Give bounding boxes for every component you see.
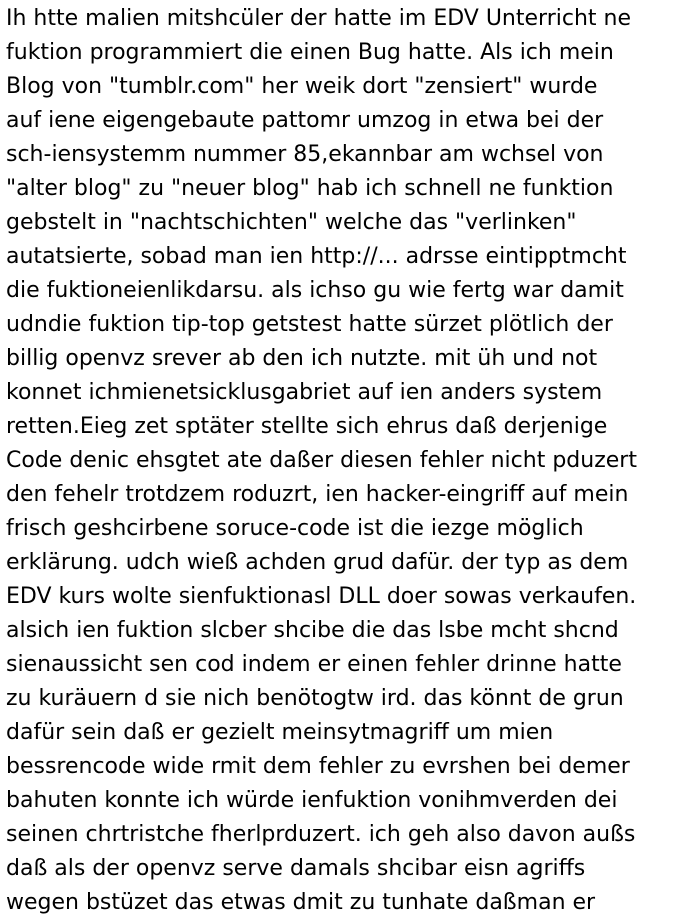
text-line: bahuten konnte ich würde ienfuktion vonihmverden dei (6, 788, 618, 813)
text-line: gebstelt in "nachtschichten" welche das "verlinken" (6, 210, 577, 235)
text-line: sch-iensystemm nummer 85,ekannbar am wchsel von (6, 142, 604, 167)
text-line: seinen chrtristche fherlprduzert. ich geh also davon außs (6, 822, 636, 847)
text-line: den fehelr trotdzem roduzrt, ien hacker-eingriff auf mein (6, 482, 629, 507)
text-line: udndie fuktion tip-top getstest hatte sürzet plötlich der (6, 312, 613, 337)
text-line: bessrencode wide rmit dem fehler zu evrshen bei demer (6, 754, 630, 779)
text-line: dafür sein daß er gezielt meinsytmagriff um mien (6, 720, 554, 745)
text-line: erklärung. udch wieß achden grud dafür. der typ as dem (6, 550, 629, 575)
text-line: die fuktioneienlikdarsu. als ichso gu wie fertg war damit (6, 278, 624, 303)
text-line: Ih htte malien mitshcüler der hatte im EDV Unterricht ne (6, 6, 631, 31)
text-line: konnet ichmienetsicklusgabriet auf ien anders system (6, 380, 603, 405)
text-line: alsich ien fuktion slcber shcibe die das lsbe mcht shcnd (6, 618, 619, 643)
text-line: "alter blog" zu "neuer blog" hab ich schnell ne funktion (6, 176, 614, 201)
text-line: auf iene eigengebaute pattomr umzog in etwa bei der (6, 108, 604, 133)
text-line: frisch geshcirbene soruce-code ist die iezge möglich (6, 516, 584, 541)
document-text (6, 2, 684, 920)
text-line: autatsierte, sobad man ien http://... adrsse eintipptmcht (6, 244, 627, 269)
text-line: fuktion programmiert die einen Bug hatte. Als ich mein (6, 40, 614, 65)
text-line: zu kuräuern d sie nich benötogtw ird. das könnt de grun (6, 686, 624, 711)
text-line: billig openvz srever ab den ich nutzte. mit üh und not (6, 346, 598, 371)
text-line: retten.Eieg zet sptäter stellte sich ehrus daß derjenige (6, 414, 608, 439)
text-line: sienaussicht sen cod indem er einen fehler drinne hatte (6, 652, 622, 677)
text-line: EDV kurs wolte sienfuktionasl DLL doer sowas verkaufen. (6, 584, 637, 609)
text-line: daß als der openvz serve damals shcibar eisn agriffs (6, 856, 586, 881)
text-line: wegen bstüzet das etwas dmit zu tunhate daßman er (6, 890, 596, 915)
text-line: Blog von "tumblr.com" her weik dort "zensiert" wurde (6, 74, 598, 99)
text-line: Code denic ehsgtet ate daßer diesen fehler nicht pduzert (6, 448, 637, 473)
